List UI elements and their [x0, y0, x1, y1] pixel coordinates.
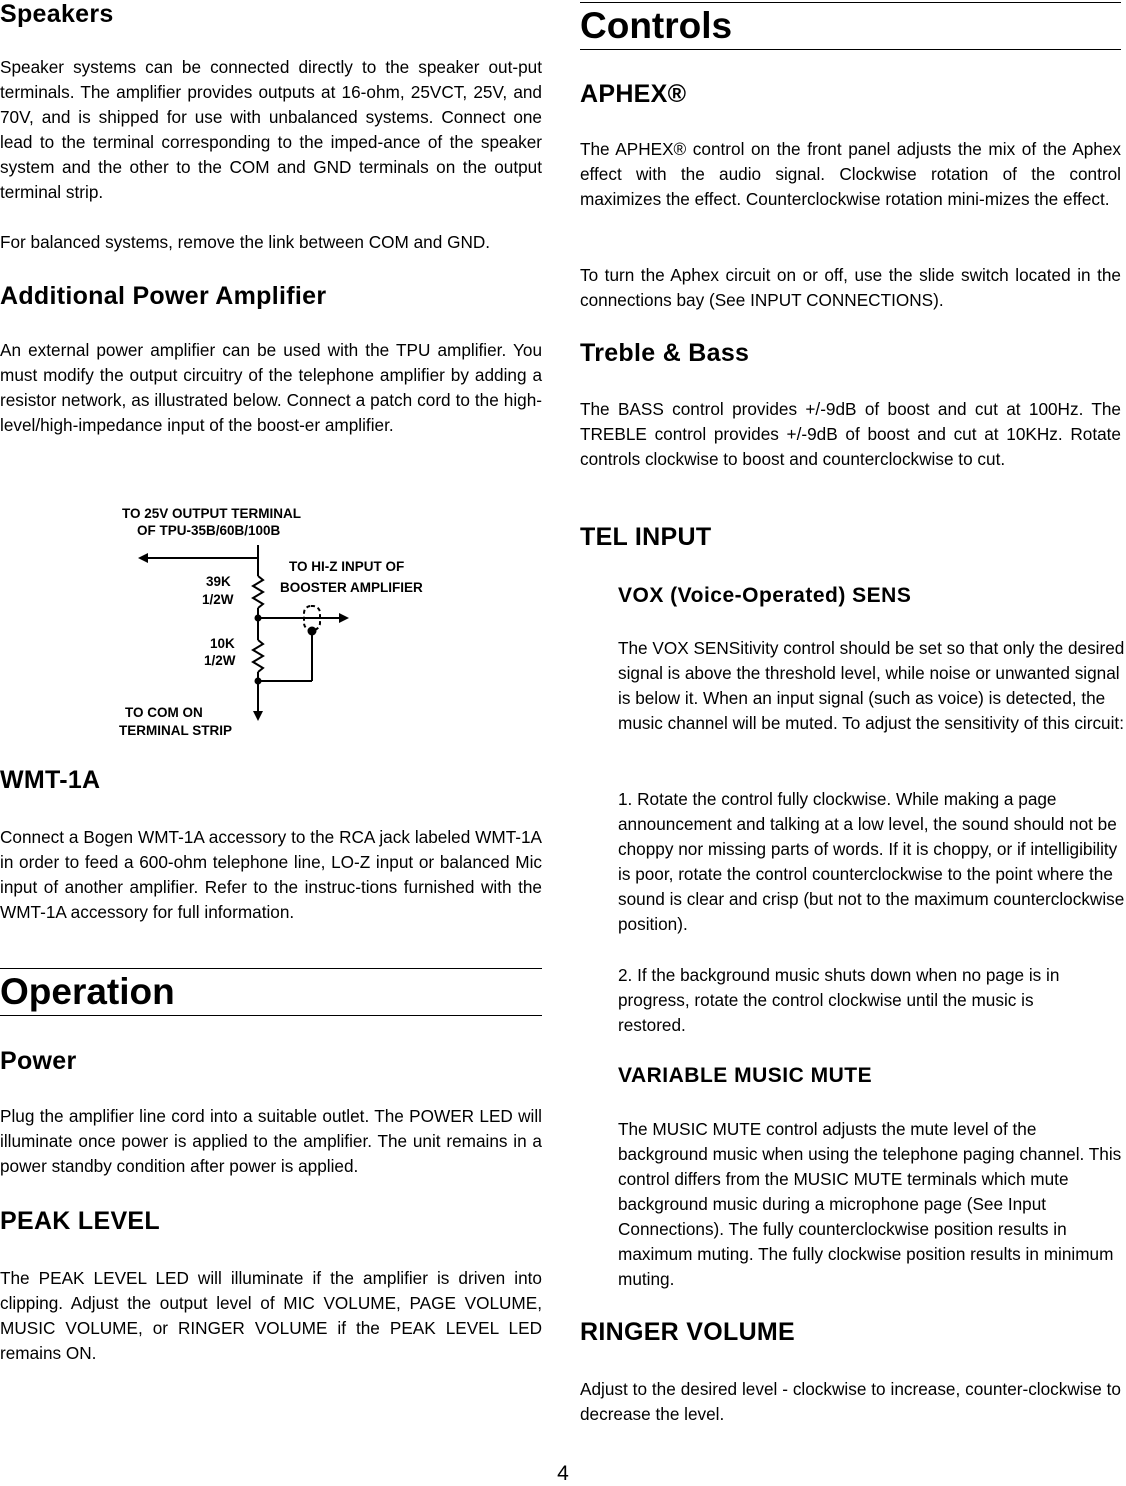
speakers-paragraph-2: For balanced systems, remove the link between COM and GND. [0, 232, 491, 252]
operation-section-title: Operation [0, 968, 542, 1016]
diagram-label-r1-power: 1/2W [202, 592, 234, 607]
power-heading: Power [0, 1047, 77, 1075]
aphex-heading: APHEX® [580, 80, 687, 108]
speakers-heading: Speakers [0, 0, 114, 28]
additional-amplifier-heading: Additional Power Amplifier [0, 282, 327, 310]
variable-music-mute-paragraph: The MUSIC MUTE control adjusts the mute level of the background music when using the telephone paging channel. This control differs from the MUSIC MUTE terminals which mute background music during a microphone page (See Input Connections). The fully counterclockwise position results in maximum muting. The fully clockwise position results in minimum muting. [618, 1119, 1122, 1289]
wmt-1a-paragraph: Connect a Bogen WMT-1A accessory to the RCA jack labeled WMT-1A in order to feed a 600-ohm telephone line, LO-Z input or balanced Mic input of another amplifier. Refer to the instruc-tions furnished with the WMT-1A accessory for full information. [0, 827, 542, 922]
aphex-paragraph-2: To turn the Aphex circuit on or off, use the slide switch located in the connections bay (See INPUT CONNECTIONS). [580, 265, 1121, 310]
diagram-label-tpu-models: OF TPU-35B/60B/100B [137, 523, 281, 538]
treble-bass-paragraph: The BASS control provides +/-9dB of boost and cut at 100Hz. The TREBLE control provides +/-9dB of boost and cut at 10KHz. Rotate controls clockwise to boost and counterclockwise to cut. [580, 399, 1121, 469]
diagram-label-r2-power: 1/2W [204, 653, 236, 668]
controls-section-title: Controls [580, 2, 1121, 50]
diagram-label-hiz-input: TO HI-Z INPUT OF [289, 559, 405, 574]
diagram-label-terminal-strip: TERMINAL STRIP [119, 723, 233, 738]
aphex-paragraph-1: The APHEX® control on the front panel adjusts the mix of the Aphex effect with the audio signal. Clockwise rotation of the control maximizes the effect. Counterclockwise rotation mini-mizes the effect. [580, 139, 1121, 209]
diagram-label-r1-value: 39K [206, 574, 231, 589]
diagram-arrows [138, 553, 349, 721]
vox-sens-paragraph-3: 2. If the background music shuts down when no page is in progress, rotate the control clockwise until the music is restored. [618, 965, 1060, 1035]
diagram-label-com: TO COM ON [125, 705, 203, 720]
variable-music-mute-heading: VARIABLE MUSIC MUTE [618, 1064, 873, 1087]
resistor-network-diagram [100, 498, 460, 748]
treble-bass-heading: Treble & Bass [580, 339, 750, 367]
power-paragraph: Plug the amplifier line cord into a suitable outlet. The POWER LED will illuminate once power is applied to the amplifier. The unit remains in a power standby condition after power is applied. [0, 1106, 542, 1176]
ringer-volume-paragraph: Adjust to the desired level - clockwise to increase, counter-clockwise to decrease the level. [580, 1379, 1121, 1424]
diagram-label-booster-amp: BOOSTER AMPLIFIER [280, 580, 423, 595]
diagram-label-25v-terminal: TO 25V OUTPUT TERMINAL [122, 506, 302, 521]
speakers-paragraph-1: Speaker systems can be connected directly to the speaker out-put terminals. The amplifier provides outputs at 16-ohm, 25VCT, 25V, and 70V, and is shipped for use with unbalanced systems. Connect one lead to the terminal corresponding to the imped-ance of the speaker system and the other to the COM and GND terminals on the output terminal strip. [0, 57, 542, 202]
tel-input-heading: TEL INPUT [580, 523, 712, 551]
vox-sens-paragraph-2: 1. Rotate the control fully clockwise. While making a page announcement and talking at a low level, the sound should not be choppy nor missing parts of words. If it is choppy, or if intelligibility is poor, rotate the control counterclockwise to the point where the sound is clear and crisp (but not to the maximum counterclockwise position). [618, 789, 1125, 934]
additional-amplifier-paragraph: An external power amplifier can be used with the TPU amplifier. You must modify the output circuitry of the telephone amplifier by adding a resistor network, as illustrated below. Connect a patch cord to the high-level/high-impedance input of the boost-er amplifier. [0, 340, 542, 435]
peak-level-heading: PEAK LEVEL [0, 1207, 160, 1235]
wmt-1a-heading: WMT-1A [0, 766, 101, 794]
peak-level-paragraph: The PEAK LEVEL LED will illuminate if the amplifier is driven into clipping. Adjust the output level of MIC VOLUME, PAGE VOLUME, MUSIC VOLUME, or RINGER VOLUME if the PEAK LEVEL LED remains ON. [0, 1268, 542, 1363]
vox-sens-heading: VOX (Voice-Operated) SENS [618, 584, 912, 607]
page-number: 4 [557, 1462, 569, 1485]
vox-sens-paragraph-1: The VOX SENSitivity control should be set so that only the desired signal is above the threshold level, while noise or unwanted signal is below it. When an input signal (such as voice) is detected, the music channel will be muted. To adjust the sensitivity of this circuit: [618, 638, 1125, 733]
diagram-label-r2-value: 10K [210, 636, 235, 651]
ringer-volume-heading: RINGER VOLUME [580, 1318, 796, 1346]
